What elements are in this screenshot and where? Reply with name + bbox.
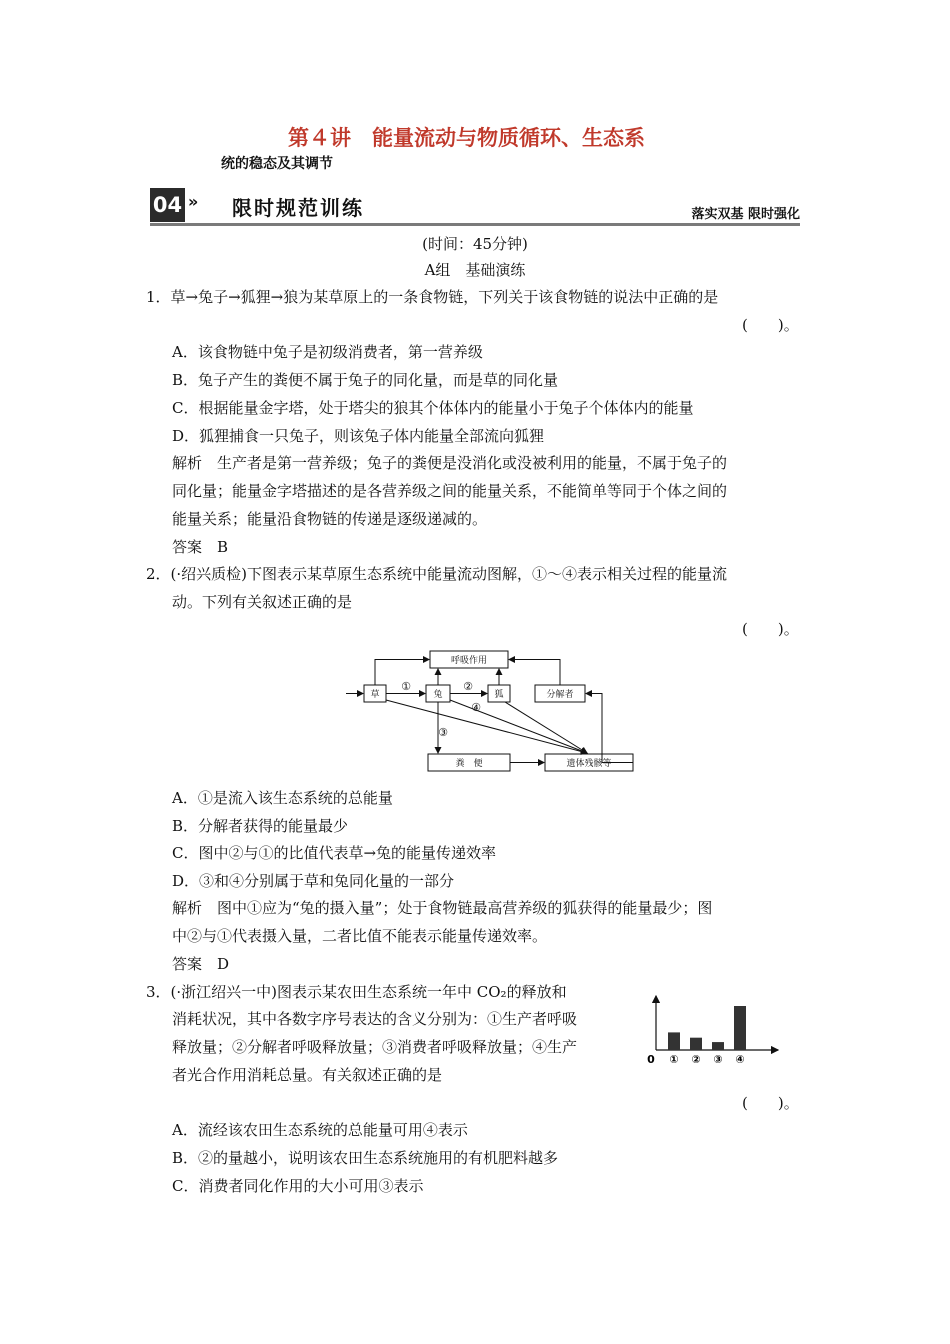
q2-analysis-line: 解析 图中①应为“兔的摄入量”；处于食物链最高营养级的狐获得的能量最少；图 xyxy=(172,899,713,917)
chevron-right-icon: » xyxy=(188,192,199,211)
grass-label: 草 xyxy=(370,690,380,700)
rabbit-label: 兔 xyxy=(433,690,443,700)
bar-1 xyxy=(668,1032,680,1050)
q2-analysis-line: 中②与①代表摄入量，二者比值不能表示能量传递效率。 xyxy=(172,927,548,945)
feces-label: 粪 便 xyxy=(455,759,483,769)
respiration-label: 呼吸作用 xyxy=(450,656,488,666)
section-tagline: 落实双基 限时强化 xyxy=(691,207,800,222)
q1-analysis-line: 解析 生产者是第一营养级；兔子的粪便是没消化或没被利用的能量，不属于兔子的 xyxy=(172,454,728,472)
energy-flow-diagram xyxy=(340,645,640,777)
page-title: 第４讲 能量流动与物质循环、生态系 xyxy=(288,126,645,150)
q2-option-b: B．分解者获得的能量最少 xyxy=(172,817,349,835)
q3-stem-line: 3．(·浙江绍兴一中)图表示某农田生态系统一年中 CO₂的释放和 xyxy=(146,983,567,1001)
q2-option-a: A．①是流入该生态系统的总能量 xyxy=(172,789,393,807)
page-subtitle: 统的稳态及其调节 xyxy=(221,156,333,172)
section-title: 限时规范训练 xyxy=(232,196,364,220)
flow-label-4: ④ xyxy=(471,701,481,714)
flow-label-1: ① xyxy=(401,680,411,693)
section-banner xyxy=(150,188,800,226)
q1-analysis-line: 同化量；能量金字塔描述的是各营养级之间的能量关系，不能简单等同于个体之间的 xyxy=(172,482,728,500)
q3-option-a: A．流经该农田生态系统的总能量可用④表示 xyxy=(172,1121,468,1139)
q1-stem: 1．草→兔子→狐狸→狼为某草原上的一条食物链，下列关于该食物链的说法中正确的是 xyxy=(146,288,719,306)
x-tick-label: ② xyxy=(691,1053,701,1066)
origin-label: 0 xyxy=(647,1053,655,1066)
time-limit: (时间：45分钟) xyxy=(422,235,528,253)
q2-answer-blank: ( )。 xyxy=(742,620,799,638)
q2-stem-line: 动。下列有关叙述正确的是 xyxy=(172,593,353,611)
flow-label-3: ③ xyxy=(438,726,448,739)
q1-option-d: D．狐狸捕食一只兔子，则该兔子体内能量全部流向狐狸 xyxy=(172,427,545,445)
q2-option-c: C．图中②与①的比值代表草→兔的能量传递效率 xyxy=(172,844,497,862)
x-tick-label: ① xyxy=(669,1053,679,1066)
bar-2 xyxy=(690,1038,702,1050)
decomposer-label: 分解者 xyxy=(546,690,574,700)
fox-label: 狐 xyxy=(494,690,504,700)
q1-option-c: C．根据能量金字塔，处于塔尖的狼其个体体内的能量小于兔子个体体内的能量 xyxy=(172,399,694,417)
x-tick-label: ③ xyxy=(713,1053,723,1066)
q2-stem-line: 2．(·绍兴质检)下图表示某草原生态系统中能量流动图解，①～④表示相关过程的能量流 xyxy=(146,565,728,583)
section-divider xyxy=(150,223,800,226)
q3-answer-blank: ( )。 xyxy=(742,1094,799,1112)
q2-answer: 答案 D xyxy=(172,955,230,973)
q1-answer-blank: ( )。 xyxy=(742,316,799,334)
group-label: A组 基础演练 xyxy=(424,261,526,279)
co2-bar-chart xyxy=(640,990,785,1068)
section-badge: 04 xyxy=(150,188,185,222)
flow-label-2: ② xyxy=(463,680,473,693)
q1-analysis-line: 能量关系；能量沿食物链的传递是逐级递减的。 xyxy=(172,510,488,528)
q3-stem-line: 消耗状况，其中各数字序号表达的含义分别为：①生产者呼吸 xyxy=(172,1010,578,1028)
x-tick-label: ④ xyxy=(735,1053,745,1066)
q1-option-b: B．兔子产生的粪便不属于兔子的同化量，而是草的同化量 xyxy=(172,371,559,389)
q3-option-b: B．②的量越小，说明该农田生态系统施用的有机肥料越多 xyxy=(172,1149,559,1167)
q1-option-a: A．该食物链中兔子是初级消费者，第一营养级 xyxy=(172,343,483,361)
q1-answer: 答案 B xyxy=(172,538,229,556)
bar-4 xyxy=(734,1006,746,1050)
q3-stem-line: 释放量；②分解者呼吸释放量；③消费者呼吸释放量；④生产 xyxy=(172,1038,578,1056)
q3-option-c: C．消费者同化作用的大小可用③表示 xyxy=(172,1177,424,1195)
q3-stem-line: 者光合作用消耗总量。有关叙述正确的是 xyxy=(172,1066,443,1084)
q2-option-d: D．③和④分别属于草和兔同化量的一部分 xyxy=(172,872,455,890)
bar-3 xyxy=(712,1042,724,1050)
remains-label: 遗体残骸等 xyxy=(566,759,612,769)
